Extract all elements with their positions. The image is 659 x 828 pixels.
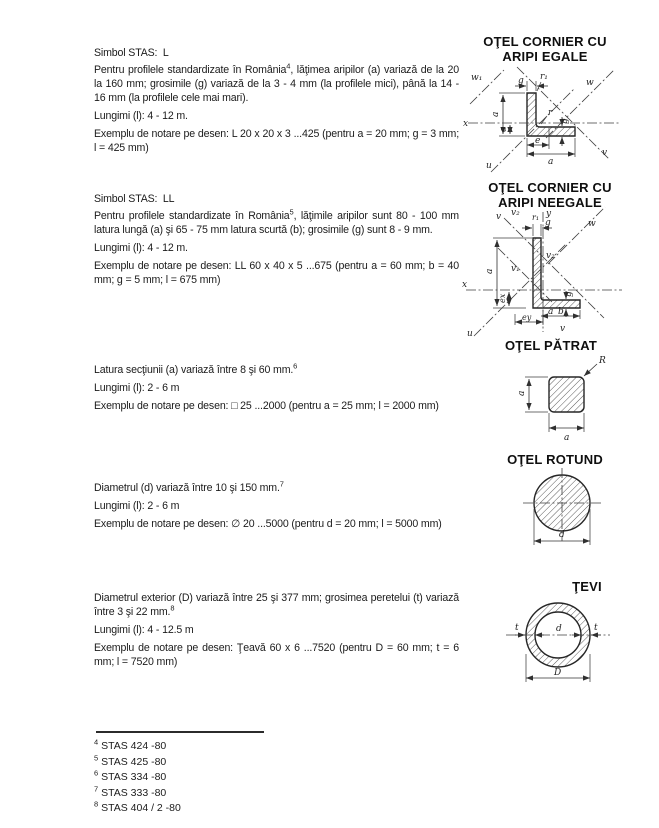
paragraph-text: Diametrul (d) variază între 10 şi 150 mm. [94, 482, 280, 494]
paragraph-unequal-angle [94, 209, 459, 237]
footnote-item [94, 799, 181, 814]
paragraph-square [94, 363, 459, 377]
dim-label-a-small: a [548, 307, 554, 317]
dim-label-D: D [554, 668, 562, 678]
title-tubes [527, 579, 647, 594]
dim-label-t-right: t [594, 623, 598, 633]
lengths-line: Lungimi (l): 2 - 6 m [94, 500, 180, 512]
equal-angle-drawing [462, 64, 657, 172]
footnotes [94, 737, 181, 819]
axis-label-u: u [486, 161, 492, 171]
footnote-ref-6: 6 [293, 361, 298, 371]
paragraph-round [94, 481, 459, 495]
axis-label-v: v [496, 212, 502, 222]
axis-label-w1: w₁ [471, 73, 483, 83]
axis-label-x: x [463, 119, 469, 129]
title-line1: OŢEL CORNIER CU [483, 34, 607, 49]
section-tubes [94, 591, 459, 673]
title-line1: OŢEL CORNIER CU [488, 180, 612, 195]
square-bar-drawing [495, 350, 635, 450]
dim-label-t-left: t [515, 623, 519, 633]
paragraph-text: Pentru profilele standardizate în România [94, 210, 290, 222]
axis-label-w: w [586, 78, 594, 88]
title-line1: OŢEL PĂTRAT [505, 338, 597, 353]
example-line: Exemplu de notare pe desen: Ţeavă 60 x 6 ...7520 (pentru D = 60 mm; t = 6 mm; l = 7520 mm) [94, 642, 459, 668]
footnote-text: STAS 333 -80 [101, 786, 167, 799]
radius-label-r: r [548, 108, 553, 118]
example-line: Exemplu de notare pe desen: ∅ 20 ...5000 (pentru d = 20 mm; l = 5000 mm) [94, 518, 442, 530]
dim-label-a-left: a [517, 390, 527, 396]
footnote-ref-4: 4 [286, 61, 291, 71]
axis-label-w: w [588, 219, 596, 229]
section-unequal-angle [94, 192, 459, 291]
axis-label-v2-mid: v₂ [546, 251, 555, 261]
footnote-text: STAS 424 -80 [101, 740, 167, 752]
dim-label-d: d [556, 624, 562, 634]
unequal-angle-drawing [462, 204, 657, 340]
axis-label-v: v [602, 148, 608, 158]
axis-label-y: y [546, 209, 552, 219]
title-line2: ARIPI NEEGALE [498, 195, 602, 210]
tube-drawing [488, 596, 643, 708]
dim-label-a-left: a [491, 111, 501, 117]
footnote-item [94, 784, 181, 799]
dim-label-g-flange: g [560, 118, 570, 124]
lengths-line: Lungimi (l): 4 - 12.5 m [94, 624, 194, 636]
footnote-number: 4 [94, 737, 99, 747]
paragraph-text: Latura secţiunii (a) variază între 8 şi 60 mm. [94, 364, 294, 376]
footnote-item [94, 737, 181, 752]
section-square-bar [94, 363, 459, 417]
radius-label-r1: r₁ [540, 72, 548, 82]
dim-label-e-inner: e [499, 126, 509, 132]
section-equal-angle [94, 46, 459, 159]
radius-label-R: R [599, 356, 606, 366]
paragraph-equal-angle [94, 63, 459, 105]
radius-label-r1: r₁ [532, 213, 540, 222]
title-line2: ARIPI EGALE [502, 49, 588, 64]
lengths-line: Lungimi (l): 4 - 12 m. [94, 110, 188, 122]
stas-symbol-ll: Simbol STAS: LL [94, 193, 175, 205]
paragraph-text: , lăţimile aripilor sunt 80 - 100 mm latura lungă (a) şi 65 - 75 mm latura scurtă (b); grosimile (g) sunt 8 - 9 mm. [94, 210, 459, 236]
footnote-text: STAS 404 / 2 -80 [101, 802, 181, 814]
axis-label-v-bottom: v [560, 324, 566, 334]
dim-label-d: d [559, 530, 565, 540]
round-bar-drawing [495, 465, 635, 565]
footnote-ref-8: 8 [170, 603, 175, 613]
dim-label-b: b [558, 307, 564, 317]
dim-label-a-bottom: a [548, 157, 554, 167]
dim-label-g-flange: g [564, 291, 574, 297]
footnote-item [94, 753, 181, 768]
section-round-bar [94, 481, 459, 535]
lengths-line: Lungimi (l): 4 - 12 m. [94, 242, 188, 254]
example-line: Exemplu de notare pe desen: □ 25 ...2000 (pentru a = 25 mm; l = 2000 mm) [94, 400, 439, 412]
example-line: Exemplu de notare pe desen: LL 60 x 40 x 5 ...675 (pentru a = 60 mm; b = 40 mm; g = 5 mm; l = 675 mm) [94, 260, 459, 286]
axis-label-v1: v₁ [511, 264, 520, 274]
paragraph-text: Diametrul exterior (D) variază între 25 şi 377 mm; grosimea peretelui (t) variază între 3 şi 22 mm. [94, 592, 459, 618]
footnote-number: 8 [94, 799, 99, 809]
dim-label-g-top: g [545, 218, 551, 228]
title-line1: OŢEL ROTUND [507, 452, 603, 467]
dim-label-g-top: g [518, 76, 524, 86]
dim-label-ex: ex [498, 293, 507, 303]
footnote-ref-7: 7 [279, 479, 284, 489]
paragraph-text: , lăţimea aripilor (a) variază de la 20 la 160 mm; grosimile (g) variază de la 3 - 4 mm (la profilele mici), până la 14 - 16 mm (la profilele cele mai mari). [94, 64, 459, 104]
paragraph-tubes [94, 591, 459, 619]
axis-label-v2-top: v₂ [511, 208, 520, 218]
stas-symbol-l: Simbol STAS: L [94, 47, 169, 59]
dim-label-a-left: a [485, 268, 495, 274]
axis-label-u: u [467, 329, 473, 339]
dim-label-e-bottom: e [535, 136, 541, 146]
dim-label-a-bottom: a [564, 433, 570, 443]
footnote-number: 5 [94, 753, 99, 762]
footnote-text: STAS 334 -80 [101, 771, 167, 783]
paragraph-text: Pentru profilele standardizate în România [94, 64, 287, 76]
square-cross-section [549, 377, 584, 412]
title-line1: ŢEVI [572, 579, 602, 594]
dim-label-ey: ey [522, 313, 532, 322]
example-line: Exemplu de notare pe desen: L 20 x 20 x 3 ...425 (pentru a = 20 mm; g = 3 mm; l = 425 mm) [94, 128, 459, 154]
title-equal-angle [452, 34, 638, 64]
lengths-line: Lungimi (l): 2 - 6 m [94, 382, 180, 394]
footnote-item [94, 768, 181, 783]
footnote-divider [96, 731, 264, 733]
footnote-number: 7 [94, 784, 99, 793]
footnote-text: STAS 425 -80 [101, 755, 167, 768]
axis-label-x: x [462, 280, 468, 290]
footnote-number: 6 [94, 768, 99, 778]
footnote-ref-5: 5 [289, 207, 294, 217]
